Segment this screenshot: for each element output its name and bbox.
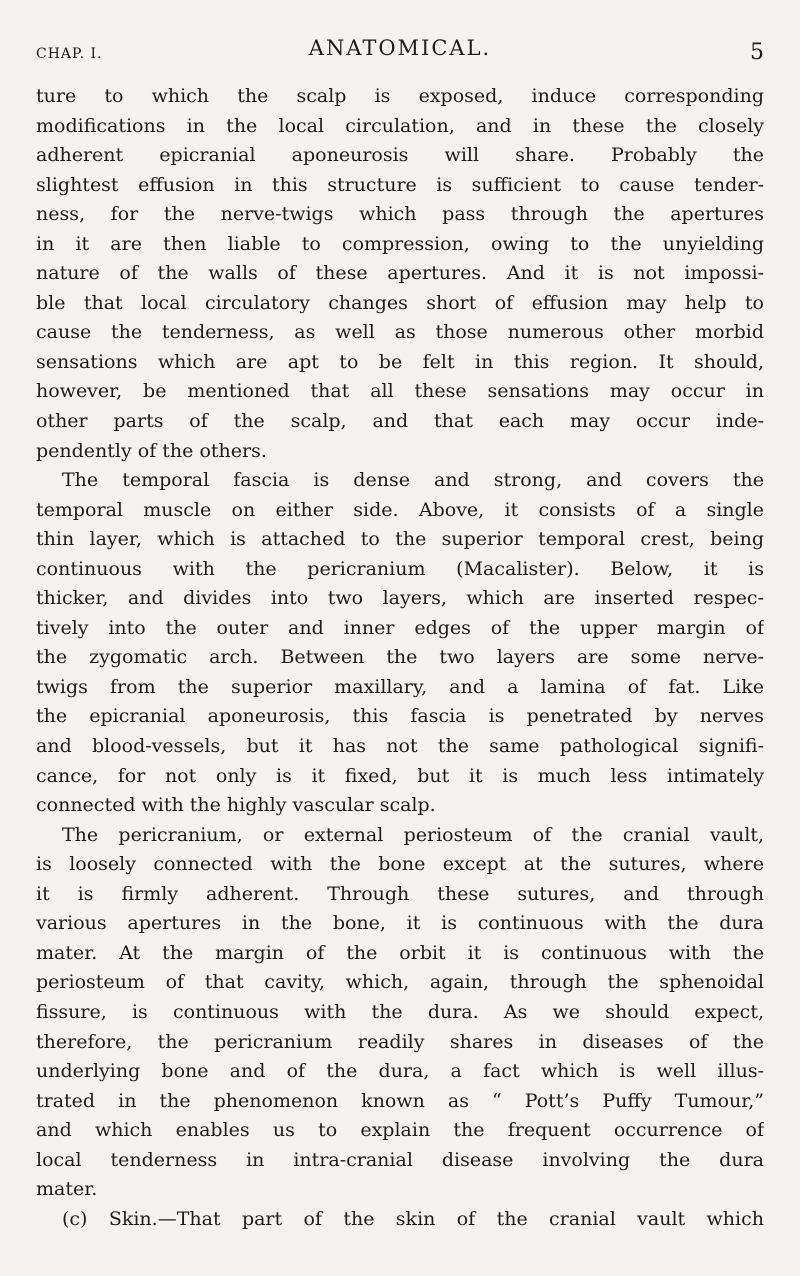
running-title: ANATOMICAL. [308,36,492,60]
text-line: nature of the walls of these apertures. And it is not impossi- [36,262,764,285]
text-line: thicker, and divides into two layers, which are inserted respec- [36,587,764,610]
text-line: The pericranium, or external periosteum of the cranial vault, [62,823,764,846]
text-line: ness, for the nerve-twigs which pass through the apertures [36,203,764,226]
text-line: sensations which are apt to be felt in this region. It should, [36,350,764,373]
text-line: underlying bone and of the dura, a fact which is well illus- [36,1060,764,1083]
text-line: tively into the outer and inner edges of the upper margin of [36,616,764,639]
text-line: periosteum of that cavity, which, again, through the sphenoidal [36,971,764,994]
text-line: temporal muscle on either side. Above, it consists of a single [36,498,764,521]
text-line: therefore, the pericranium readily shares in diseases of the [36,1030,764,1053]
text-line: trated in the phenomenon known as “ Pott’s Puffy Tumour,” [36,1089,764,1112]
text-line: other parts of the scalp, and that each may occur inde- [36,410,764,433]
text-line: it is firmly adherent. Through these sutures, and through [36,882,764,905]
text-line: The temporal fascia is dense and strong, and covers the [62,469,764,492]
running-head [36,36,764,72]
text-line: in it are then liable to compression, owing to the unyielding [36,232,764,255]
text-line: cance, for not only is it fixed, but it is much less intimately [36,764,764,787]
text-line: local tenderness in intra-cranial disease involving the dura [36,1148,764,1171]
text-line: and blood-vessels, but it has not the same pathological signifi- [36,735,764,758]
text-line: fissure, is continuous with the dura. As we should expect, [36,1000,764,1023]
text-line: pendently of the others. [36,439,267,462]
text-line: and which enables us to explain the frequent occurrence of [36,1119,764,1142]
text-line: the zygomatic arch. Between the two layers are some nerve- [36,646,764,669]
text-line: connected with the highly vascular scalp. [36,794,436,817]
text-line: however, be mentioned that all these sensations may occur in [36,380,764,403]
text-line: is loosely connected with the bone except at the sutures, where [36,853,764,876]
text-line: mater. At the margin of the orbit it is continuous with the [36,941,764,964]
body-text [36,82,764,1234]
text-line: modifications in the local circulation, and in these the closely [36,114,764,137]
chapter-label: CHAP. I. [36,46,103,62]
text-line: thin layer, which is attached to the superior temporal crest, being [36,528,764,551]
text-line: slightest effusion in this structure is sufficient to cause tender- [36,173,764,196]
text-line: various apertures in the bone, it is continuous with the dura [36,912,764,935]
text-line: ble that local circulatory changes short of effusion may help to [36,291,764,314]
text-line: the epicranial aponeurosis, this fascia is penetrated by nerves [36,705,764,728]
text-line: ture to which the scalp is exposed, induce corresponding [36,85,764,107]
text-line: cause the tenderness, as well as those numerous other morbid [36,321,764,344]
text-line: twigs from the superior maxillary, and a lamina of fat. Like [36,675,764,698]
page-number: 5 [750,40,764,65]
text-line: (c) Skin.—That part of the skin of the cranial vault which [62,1207,764,1230]
text-line: adherent epicranial aponeurosis will share. Probably the [36,144,764,167]
text-line: mater. [36,1178,98,1201]
text-line: continuous with the pericranium (Macalister). Below, it is [36,557,764,580]
